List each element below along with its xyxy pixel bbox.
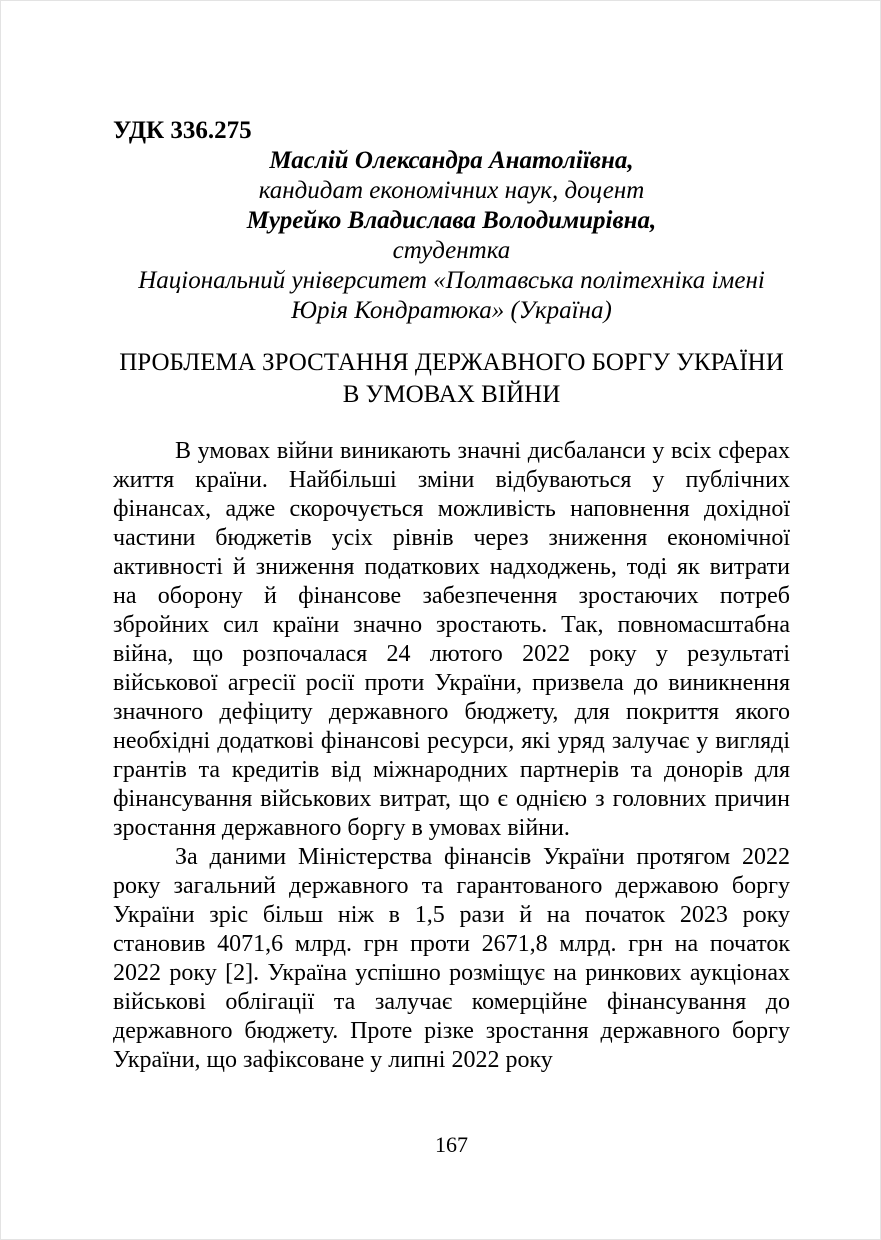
affiliation-line-1: Національний університет «Полтавська політехніка імені [138, 267, 765, 294]
author-1-name: Маслій Олександра Анатоліївна, [269, 147, 634, 174]
page-number: 167 [435, 1132, 468, 1157]
paragraph-1: В умовах війни виникають значні дисбаланси у всіх сферах життя країни. Найбільші зміни відбуваються у публічних фінансах, адже скорочується можливість наповнення дохідної частини бюджетів усіх рівнів через зниження економічної активності й зниження податкових надходжень, тоді як витрати на оборону й фінансове забезпечення зростаючих потреб збройних сил країни значно зростають. Так, повномасштабна війна, що розпочалася 24 лютого 2022 року у результаті військової агресії росії проти України, призвела до виникнення значного дефіциту державного бюджету, для покриття якого необхідні додаткові фінансові ресурси, які уряд залучає у вигляді грантів та кредитів від міжнародних партнерів та донорів для фінансування військових витрат, що є однією з головних причин зростання державного боргу в умовах війни. [113, 438, 790, 841]
author-2-name: Мурейко Владислава Володимирівна, [246, 207, 657, 234]
article-title-line-1: ПРОБЛЕМА ЗРОСТАННЯ ДЕРЖАВНОГО БОРГУ УКРАЇНИ [119, 349, 784, 376]
page-content [113, 116, 790, 1075]
paragraph-2: За даними Міністерства фінансів України протягом 2022 року загальний державного та гарантованого державою боргу України зріс більш ніж в 1,5 рази й на початок 2023 року становив 4071,6 млрд. грн проти 2671,8 млрд. грн на початок 2022 року [2]. Україна успішно розміщує на ринкових аукціонах військові облігації та залучає комерційне фінансування до державного бюджету. Проте різке зростання державного боргу України, що зафіксоване у липні 2022 року [113, 844, 790, 1073]
article-title-line-2: В УМОВАХ ВІЙНИ [342, 381, 561, 408]
affiliation-line-2: Юрія Кондратюка» (Україна) [291, 297, 612, 324]
udc-code: УДК 336.275 [113, 117, 252, 144]
article-title [113, 347, 790, 411]
author-2-role: студентка [392, 237, 511, 264]
author-1-role: кандидат економічних наук, доцент [258, 177, 645, 204]
